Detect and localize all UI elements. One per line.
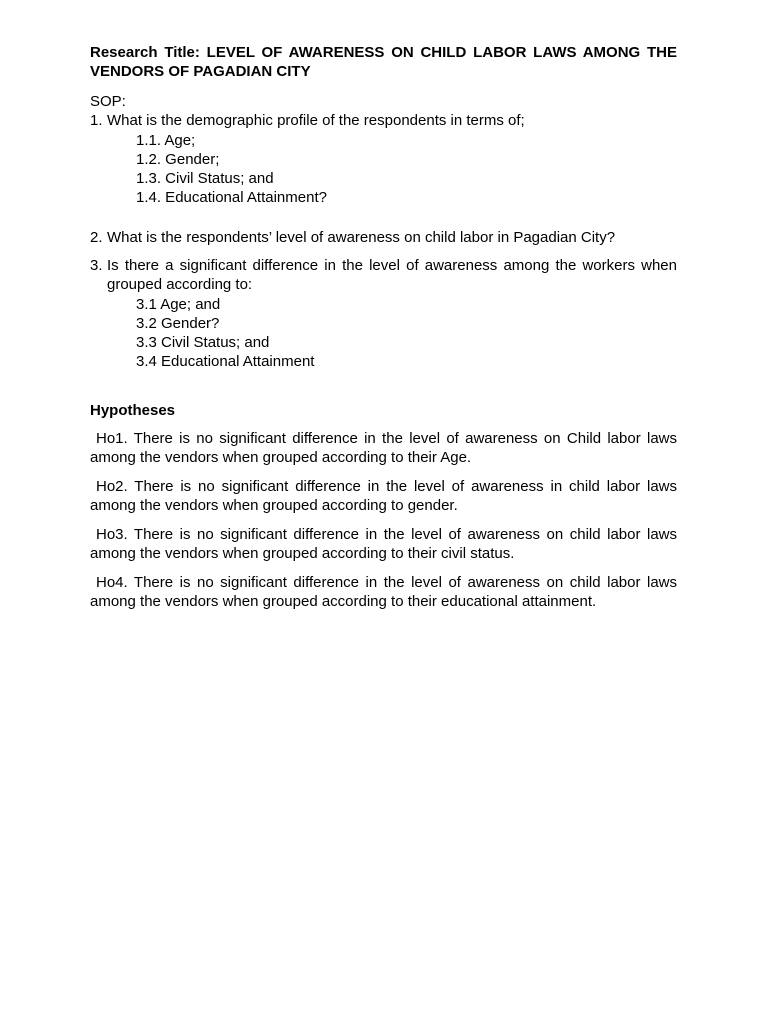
hypothesis-text: Ho3. There is no significant difference in the level of awareness on child labor laws among the vendors when grouped according to their civil status.: [90, 526, 677, 562]
research-title-label: Research Title:: [90, 44, 200, 61]
list-item: 1.1. Age;: [136, 131, 196, 149]
list-item: 1.4. Educational Attainment?: [136, 189, 327, 207]
document-page: [90, 44, 677, 622]
hypothesis-paragraph: [90, 478, 677, 515]
sop-question-3: [90, 257, 677, 294]
hypothesis-text: Ho2. There is no significant difference in the level of awareness in child labor laws among the vendors when grouped according to gender.: [90, 478, 677, 514]
sop-heading: SOP:: [90, 93, 126, 111]
hypothesis-paragraph: [90, 574, 677, 611]
hypothesis-text: Ho4. There is no significant difference in the level of awareness on child labor laws among the vendors when grouped according to their educational attainment.: [90, 573, 677, 610]
sop-question-1: [90, 112, 677, 131]
question-text: What is the respondents’ level of awareness on child labor in Pagadian City?: [107, 228, 616, 246]
sop-question-1-items: [90, 131, 677, 208]
list-item: 3.3 Civil Status; and: [136, 334, 270, 352]
list-item: 3.1 Age; and: [136, 295, 221, 313]
question-text: What is the demographic profile of the respondents in terms of;: [107, 112, 525, 130]
list-item: 1.2. Gender;: [136, 151, 220, 169]
research-title: [90, 44, 677, 81]
question-number: 3.: [90, 257, 103, 275]
hypothesis-paragraph: [90, 526, 677, 563]
hypothesis-text: Ho1. There is no significant difference in the level of awareness on Child labor laws among the vendors when grouped according to their Age.: [90, 430, 677, 466]
list-item: 3.4 Educational Attainment: [136, 353, 315, 371]
list-item: 3.2 Gender?: [136, 314, 220, 332]
sop-question-3-items: [90, 295, 677, 372]
question-number: 1.: [90, 112, 103, 130]
hypotheses-heading: Hypotheses: [90, 401, 176, 419]
question-text: Is there a significant difference in the level of awareness among the workers when grouped according to:: [107, 257, 677, 294]
research-title-text: LEVEL OF AWARENESS ON CHILD LABOR LAWS AMONG THE VENDORS OF PAGADIAN CITY: [90, 44, 677, 80]
question-number: 2.: [90, 228, 103, 246]
list-item: 1.3. Civil Status; and: [136, 170, 274, 188]
sop-question-2: [90, 229, 677, 248]
hypothesis-paragraph: [90, 430, 677, 467]
